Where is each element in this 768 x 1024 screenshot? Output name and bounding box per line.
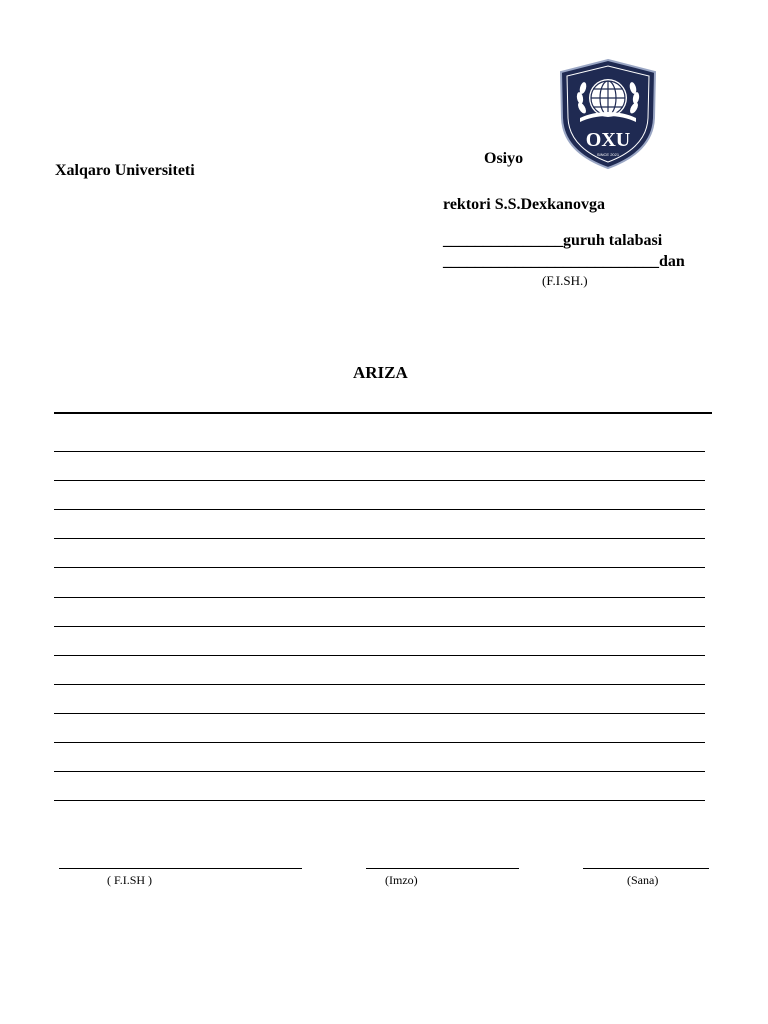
- writing-line[interactable]: [54, 684, 705, 685]
- university-logo: [558, 58, 658, 170]
- fish-signature-line[interactable]: [59, 868, 302, 869]
- writing-line[interactable]: [54, 597, 705, 598]
- header-rector: rektori S.S.Dexkanovga: [443, 196, 605, 213]
- writing-line[interactable]: [54, 713, 705, 714]
- writing-line[interactable]: [54, 480, 705, 481]
- page-title: ARIZA: [353, 363, 408, 382]
- writing-line[interactable]: [54, 800, 705, 801]
- writing-line[interactable]: [54, 655, 705, 656]
- header-fish-hint: (F.I.SH.): [542, 273, 588, 288]
- writing-line[interactable]: [54, 742, 705, 743]
- header-group-line: _______________guruh talabasi: [443, 232, 663, 249]
- imzo-signature-line[interactable]: [366, 868, 519, 869]
- date-label: (Sana): [627, 873, 659, 887]
- date-signature-line[interactable]: [583, 868, 709, 869]
- writing-line[interactable]: [54, 538, 705, 539]
- writing-line[interactable]: [54, 509, 705, 510]
- writing-line[interactable]: [54, 567, 705, 568]
- logo-text: OXU: [585, 129, 631, 151]
- writing-line[interactable]: [54, 626, 705, 627]
- writing-line[interactable]: [54, 771, 705, 772]
- header-from-line: ___________________________dan: [443, 253, 685, 270]
- imzo-label: (Imzo): [385, 873, 418, 887]
- header-osiyo: Osiyo: [484, 150, 524, 167]
- title-divider: [54, 412, 712, 414]
- header-university: Xalqaro Universiteti: [55, 162, 195, 179]
- writing-line[interactable]: [54, 451, 705, 452]
- logo-subtext: SINCE 2021: [596, 152, 620, 157]
- fish-label: ( F.I.SH ): [107, 873, 153, 887]
